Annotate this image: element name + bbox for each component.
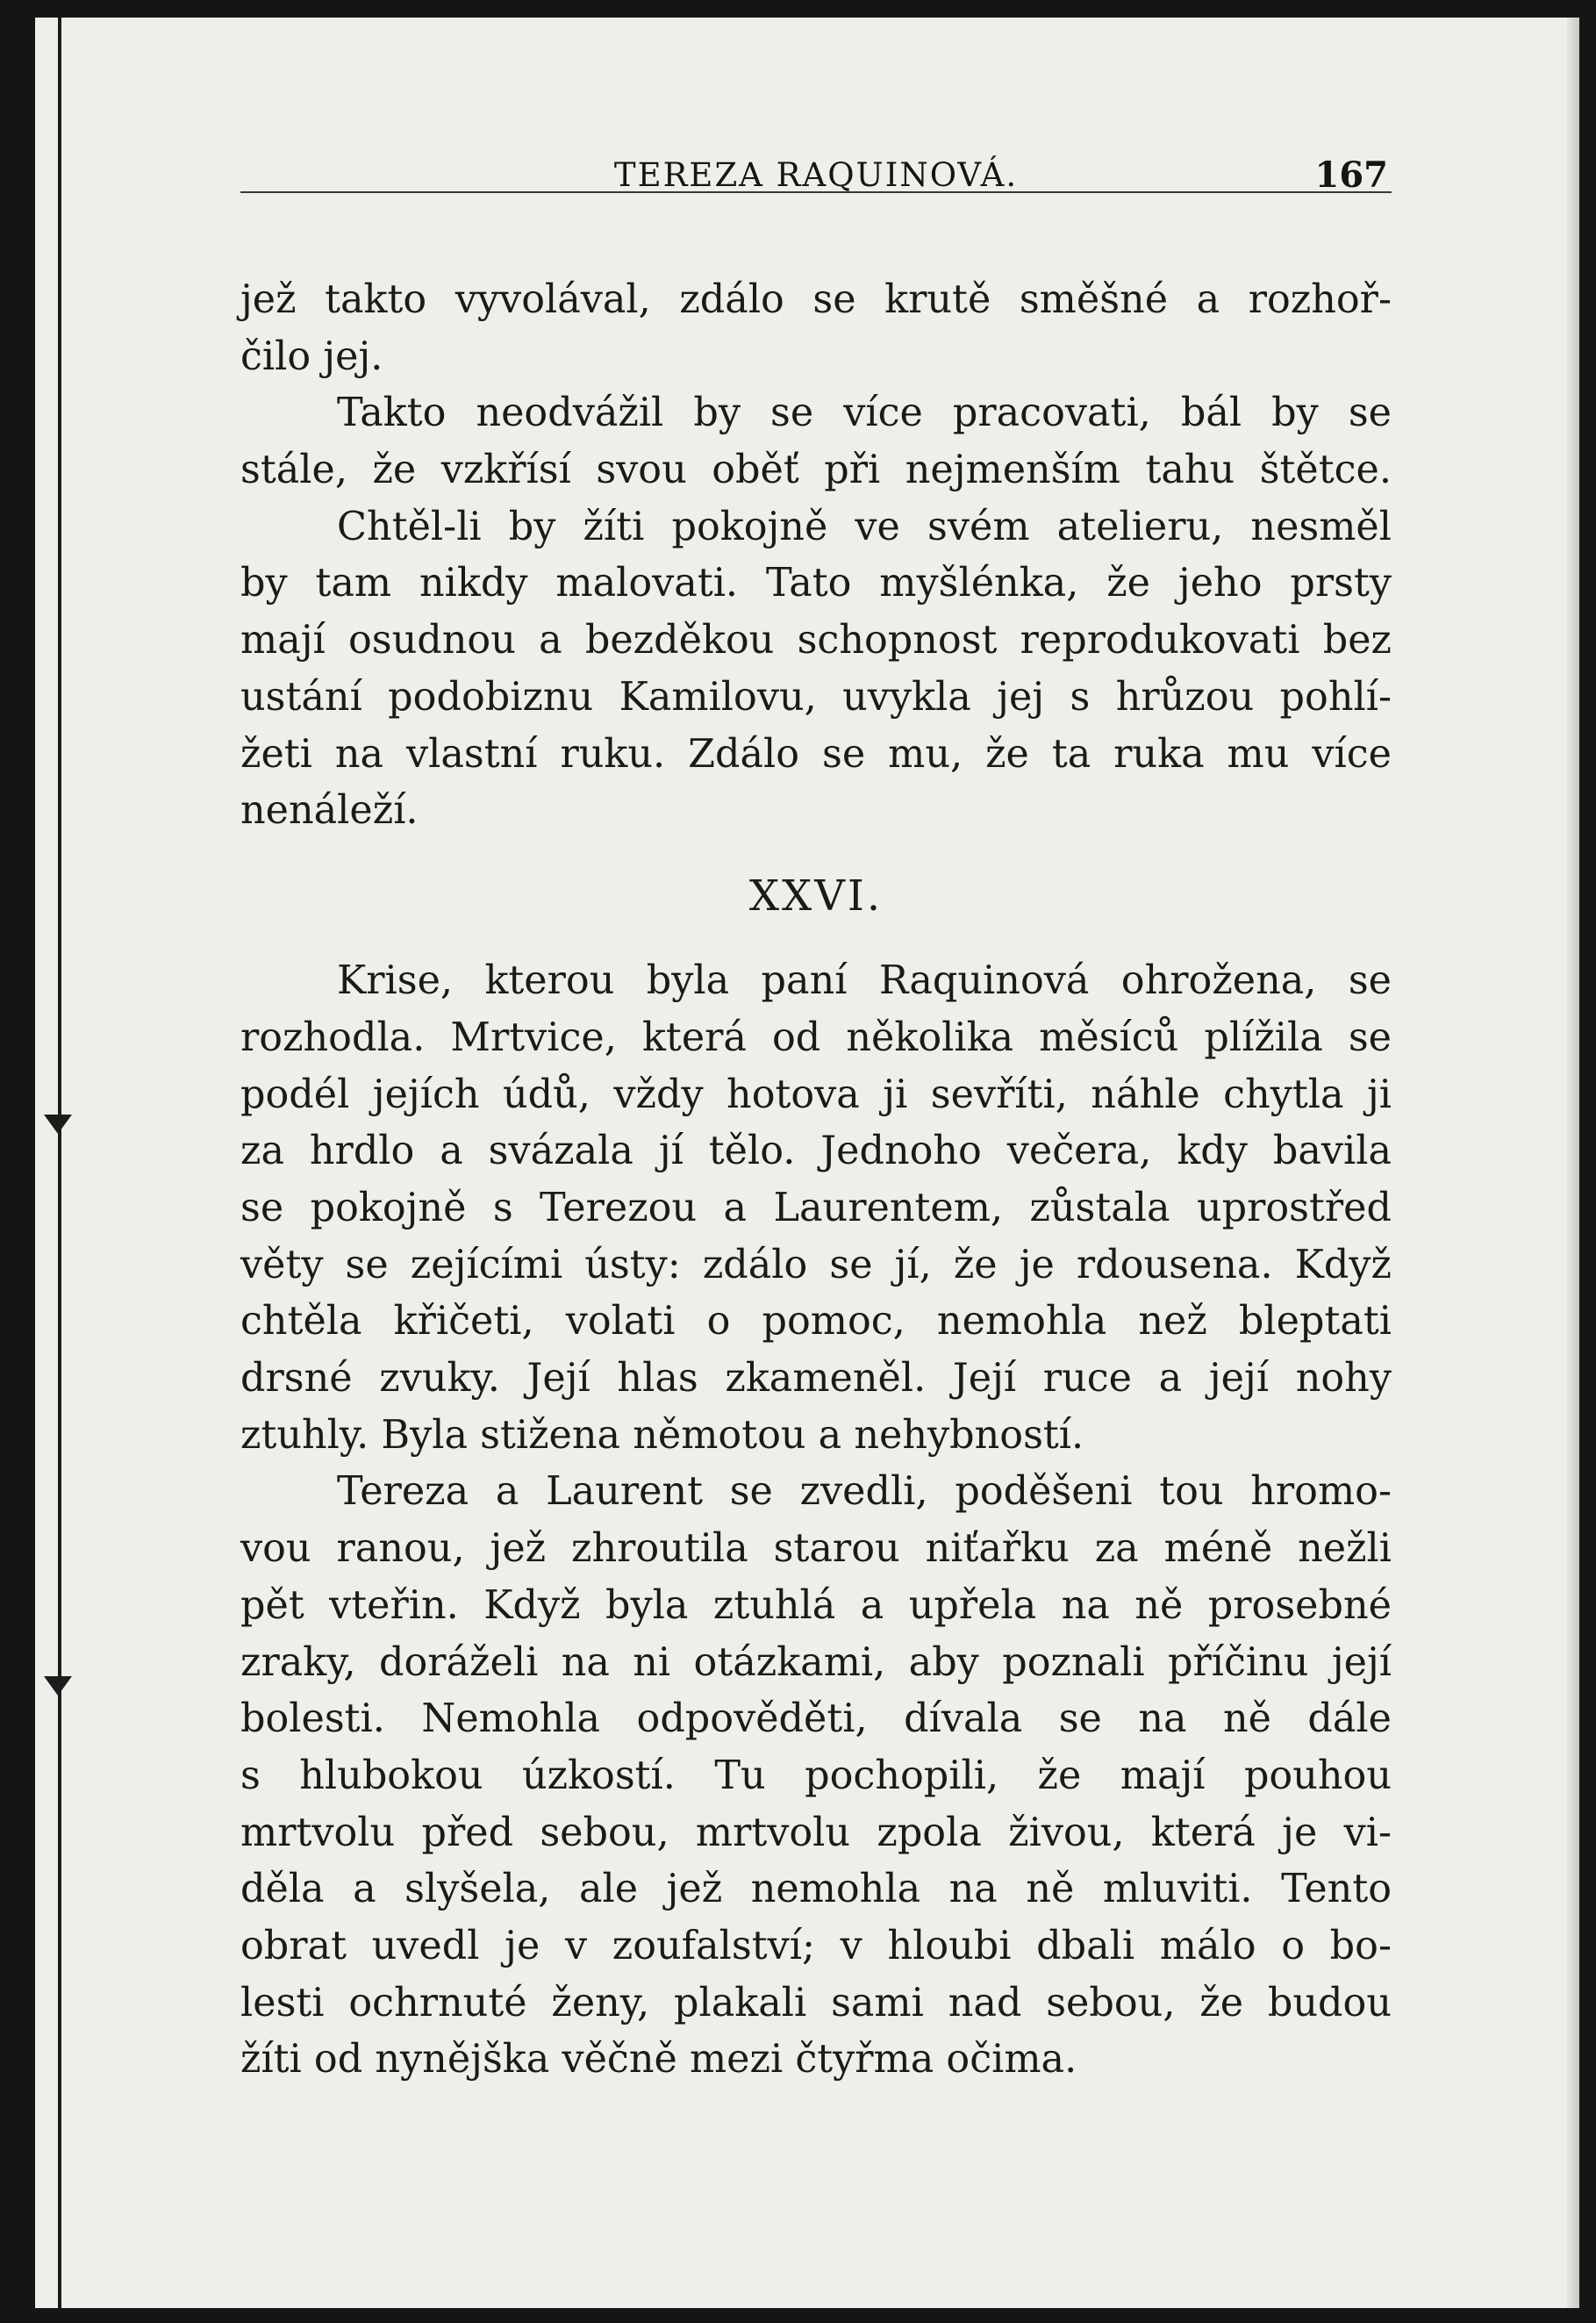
- text-line: za hrdlo a svázala jí tělo. Jednoho večera, kdy bavila: [240, 1129, 1392, 1174]
- book-page: [35, 18, 1579, 2308]
- text-line: děla a slyšela, ale jež nemohla na ně mluviti. Tento: [240, 1867, 1392, 1912]
- text-line: obrat uvedl je v zoufalství; v hloubi dbali málo o bo-: [240, 1923, 1392, 1968]
- text-line: žíti od nynějška věčně mezi čtyřma očima.: [240, 2037, 1077, 2083]
- text-line: bolesti. Nemohla odpověděti, dívala se na ně dále: [240, 1696, 1392, 1742]
- text-line: drsné zvuky. Její hlas zkameněl. Její ruce a její nohy: [240, 1356, 1392, 1402]
- running-title: TEREZA RAQUINOVÁ.: [613, 156, 1019, 194]
- text-line: nenáleží.: [240, 788, 419, 834]
- text-line: čilo jej.: [240, 333, 383, 379]
- binding-edge: [58, 18, 61, 2308]
- text-line: ustání podobiznu Kamilovu, uvykla jej s hrůzou pohlí-: [240, 674, 1392, 720]
- chapter-heading: XXVI.: [748, 871, 884, 921]
- page-number: 167: [1314, 154, 1388, 196]
- text-line: podél jejích údů, vždy hotova ji sevříti, náhle chytla ji: [240, 1072, 1392, 1117]
- binding-mark: [44, 1115, 72, 1134]
- text-line: stále, že vzkřísí svou oběť při nejmenším tahu štětce.: [240, 448, 1392, 493]
- text-line: ztuhly. Byla stižena němotou a nehybností.: [240, 1412, 1084, 1458]
- running-header: [240, 139, 1392, 196]
- text-line: rozhodla. Mrtvice, která od několika měsíců plížila se: [240, 1015, 1392, 1060]
- text-line: pět vteřin. Když byla ztuhlá a upřela na ně prosebné: [240, 1582, 1392, 1628]
- text-line: s hlubokou úzkostí. Tu pochopili, že mají pouhou: [240, 1753, 1392, 1798]
- text-line: zraky, doráželi na ni otázkami, aby poznali příčinu její: [240, 1639, 1392, 1685]
- text-line: mají osudnou a bezděkou schopnost reprodukovati bez: [240, 618, 1392, 663]
- text-line: jež takto vyvolával, zdálo se krutě směšné a rozhoř-: [240, 277, 1392, 322]
- binding-mark: [44, 1676, 72, 1696]
- text-line: žeti na vlastní ruku. Zdálo se mu, že ta ruka mu více: [240, 731, 1392, 777]
- text-line: Tereza a Laurent se zvedli, poděšeni tou hromo-: [337, 1469, 1392, 1515]
- page-edge-shadow: [1567, 18, 1579, 2308]
- text-line: lesti ochrnuté ženy, plakali sami nad sebou, že budou: [240, 1980, 1392, 2025]
- text-line: se pokojně s Terezou a Laurentem, zůstala uprostřed: [240, 1186, 1392, 1231]
- text-line: Takto neodvážil by se více pracovati, bál by se: [337, 391, 1392, 436]
- body-text: [240, 272, 1392, 2089]
- text-line: mrtvolu před sebou, mrtvolu zpola živou, která je vi-: [240, 1810, 1392, 1855]
- text-line: věty se zejícími ústy: zdálo se jí, že je rdousena. Když: [240, 1242, 1392, 1287]
- text-line: by tam nikdy malovati. Tato myšlénka, že jeho prsty: [240, 561, 1392, 606]
- text-line: vou ranou, jež zhroutila starou niťařku za méně nežli: [240, 1526, 1392, 1572]
- text-line: chtěla křičeti, volati o pomoc, nemohla než bleptati: [240, 1299, 1392, 1344]
- text-line: Chtěl-li by žíti pokojně ve svém atelieru, nesměl: [337, 504, 1392, 549]
- text-line: Krise, kterou byla paní Raquinová ohrožena, se: [337, 958, 1392, 1004]
